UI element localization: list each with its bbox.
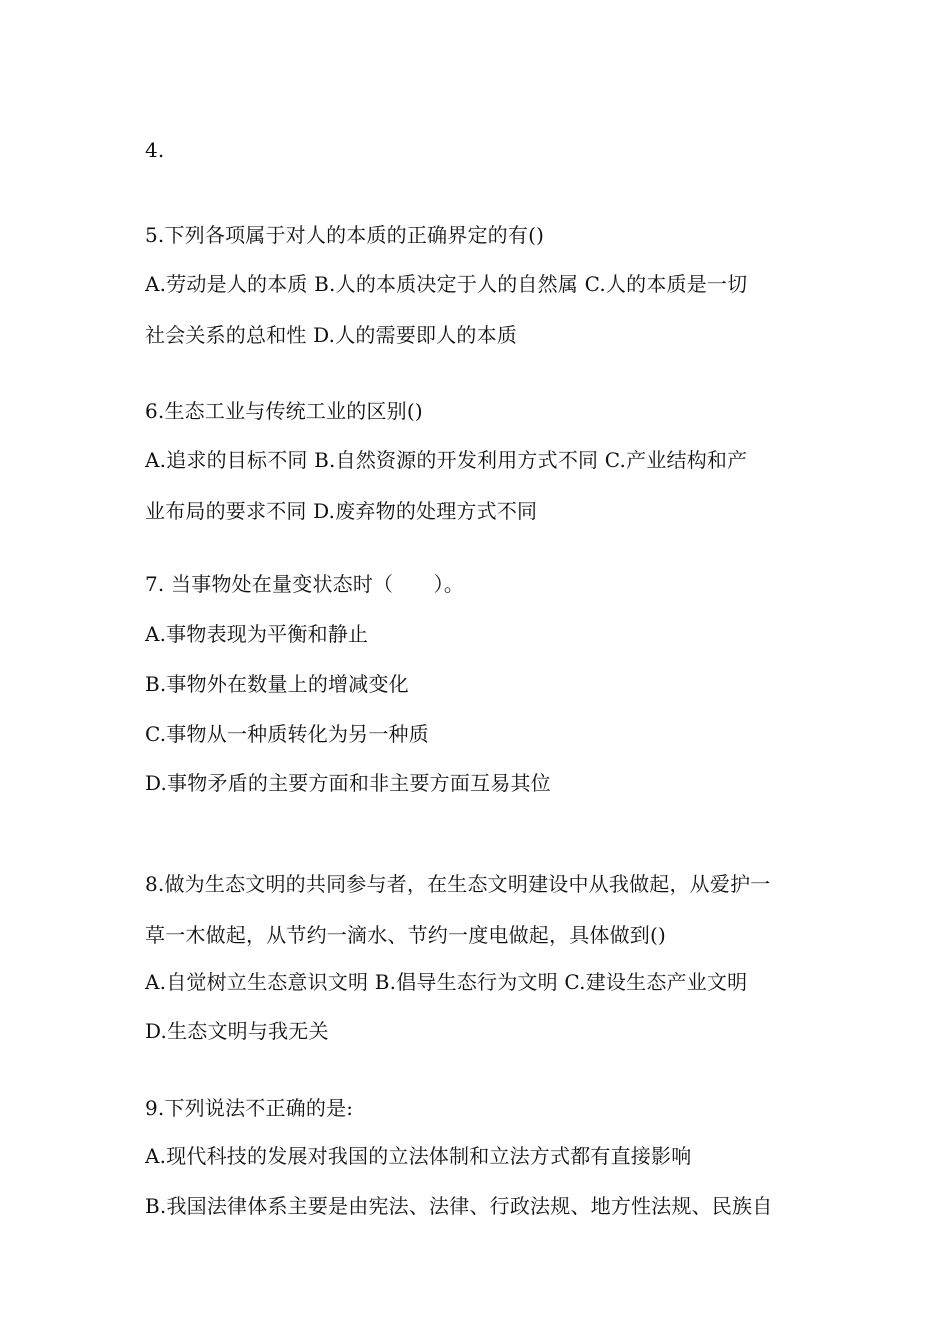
question-8-options-line-1: A.自觉树立生态意识文明 B.倡导生态行为文明 C.建设生态产业文明 (145, 970, 748, 994)
question-8-stem-line-2: 草一木做起，从节约一滴水、节约一度电做起，具体做到() (145, 923, 667, 947)
question-8-options-line-2: D.生态文明与我无关 (145, 1019, 329, 1043)
question-9-option-b: B.我国法律体系主要是由宪法、法律、行政法规、地方性法规、民族自 (145, 1194, 773, 1218)
question-7-option-c: C.事物从一种质转化为另一种质 (145, 722, 429, 746)
question-9-option-a: A.现代科技的发展对我国的立法体制和立法方式都有直接影响 (145, 1144, 692, 1168)
question-5-options-line-2: 社会关系的总和性 D.人的需要即人的本质 (145, 323, 518, 347)
question-4-number: 4. (145, 138, 165, 162)
question-6-options-line-2: 业布局的要求不同 D.废弃物的处理方式不同 (145, 499, 538, 523)
question-7-option-a: A.事物表现为平衡和静止 (145, 622, 369, 646)
question-8-stem-line-1: 8.做为生态文明的共同参与者，在生态文明建设中从我做起，从爱护一 (145, 872, 771, 896)
question-6-stem: 6.生态工业与传统工业的区别() (145, 399, 423, 423)
question-6-options-line-1: A.追求的目标不同 B.自然资源的开发利用方式不同 C.产业结构和产 (145, 448, 748, 472)
question-7-stem: 7. 当事物处在量变状态时（ ）。 (145, 572, 465, 596)
question-9-stem: 9.下列说法不正确的是: (145, 1096, 354, 1120)
question-5-stem: 5.下列各项属于对人的本质的正确界定的有() (145, 223, 545, 247)
question-5-options-line-1: A.劳动是人的本质 B.人的本质决定于人的自然属 C.人的本质是一切 (145, 272, 748, 296)
question-7-option-d: D.事物矛盾的主要方面和非主要方面互易其位 (145, 771, 551, 795)
question-7-option-b: B.事物外在数量上的增减变化 (145, 672, 409, 696)
